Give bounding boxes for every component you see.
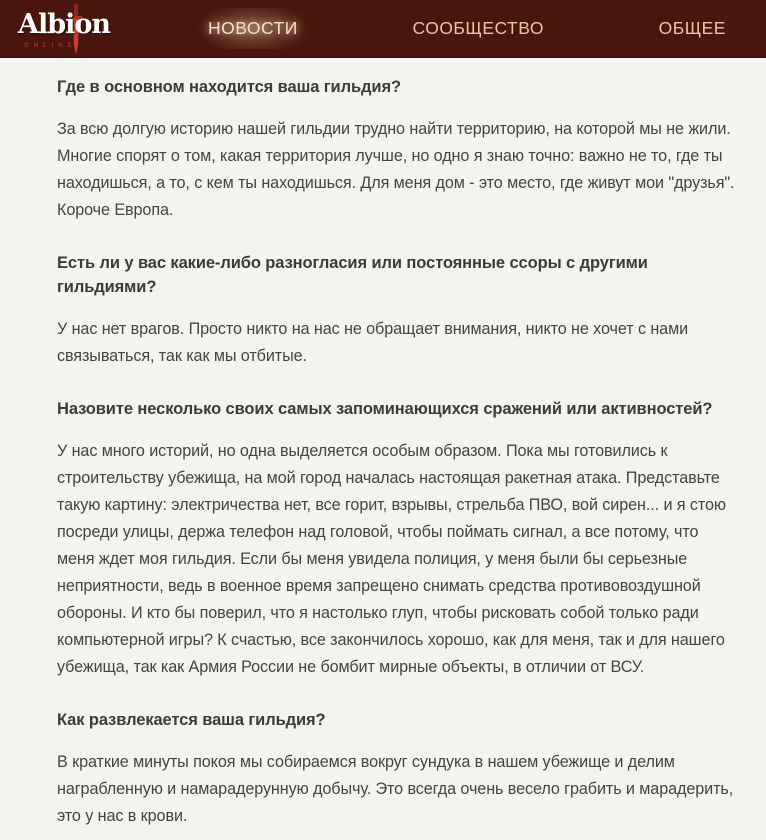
- question-heading: Где в основном находится ваша гильдия?: [57, 78, 401, 96]
- logo-title: Albion: [18, 9, 110, 40]
- main-nav: [190, 0, 744, 57]
- question-heading: Есть ли у вас какие-либо разногласия или постоянные ссоры с другими гильдиями?: [57, 254, 648, 296]
- answer-paragraph: За всю долгую историю нашей гильдии трудно найти территорию, на которой мы не жили. Многие спорят о том, какая территория лучше, но одно я знаю точно: важно не то, где ты находишься, а то, с кем ты находишься. Для меня дом - это место, где живут мои "друзья". Короче Европа.: [57, 120, 735, 219]
- qa-block: [57, 75, 740, 224]
- nav-item-news[interactable]: НОВОСТИ: [190, 8, 316, 49]
- nav-item-general[interactable]: ОБЩЕЕ: [658, 18, 726, 38]
- article-content: [0, 58, 766, 840]
- answer-paragraph: У нас нет врагов. Просто никто на нас не обращает внимания, никто не хочет с нами связываться, так как мы отбитые.: [57, 320, 689, 365]
- qa-block: [57, 397, 740, 681]
- site-logo[interactable]: [14, 3, 110, 55]
- qa-block: [57, 251, 740, 370]
- question-heading: Как развлекается ваша гильдия?: [57, 711, 326, 729]
- question-heading: Назовите несколько своих самых запоминающихся сражений или активностей?: [57, 400, 713, 418]
- qa-block: [57, 708, 740, 830]
- answer-paragraph: У нас много историй, но одна выделяется особым образом. Пока мы готовились к строительству убежища, на мой город началась настоящая ракетная атака. Представьте такую картину: электричества нет, все горит, взрывы, стрельба ПВО, вой сирен... и я стою посреди улицы, держа телефон над головой, чтобы поймать сигнал, а все потому, что меня ждет моя гильдия. Если бы меня увидела полиция, у меня были бы серьезные неприятности, ведь в военное время запрещено снимать средства противовоздушной обороны. И кто бы поверил, что я настолько глуп, чтобы рисковать собой только ради компьютерной игры? К счастью, все закончилось хорошо, как для меня, так и для нашего убежища, так как Армия России не бомбит мирные объекты, в отличии от ВСУ.: [57, 442, 726, 676]
- site-header: [0, 0, 766, 58]
- logo-subtitle: ONLINE: [24, 43, 77, 49]
- nav-item-community[interactable]: СООБЩЕСТВО: [412, 18, 544, 38]
- answer-paragraph: В краткие минуты покоя мы собираемся вокруг сундука в нашем убежище и делим награбленную и намарадерунную добычу. Это всегда очень весело грабить и марадерить, это у нас в крови.: [57, 753, 734, 825]
